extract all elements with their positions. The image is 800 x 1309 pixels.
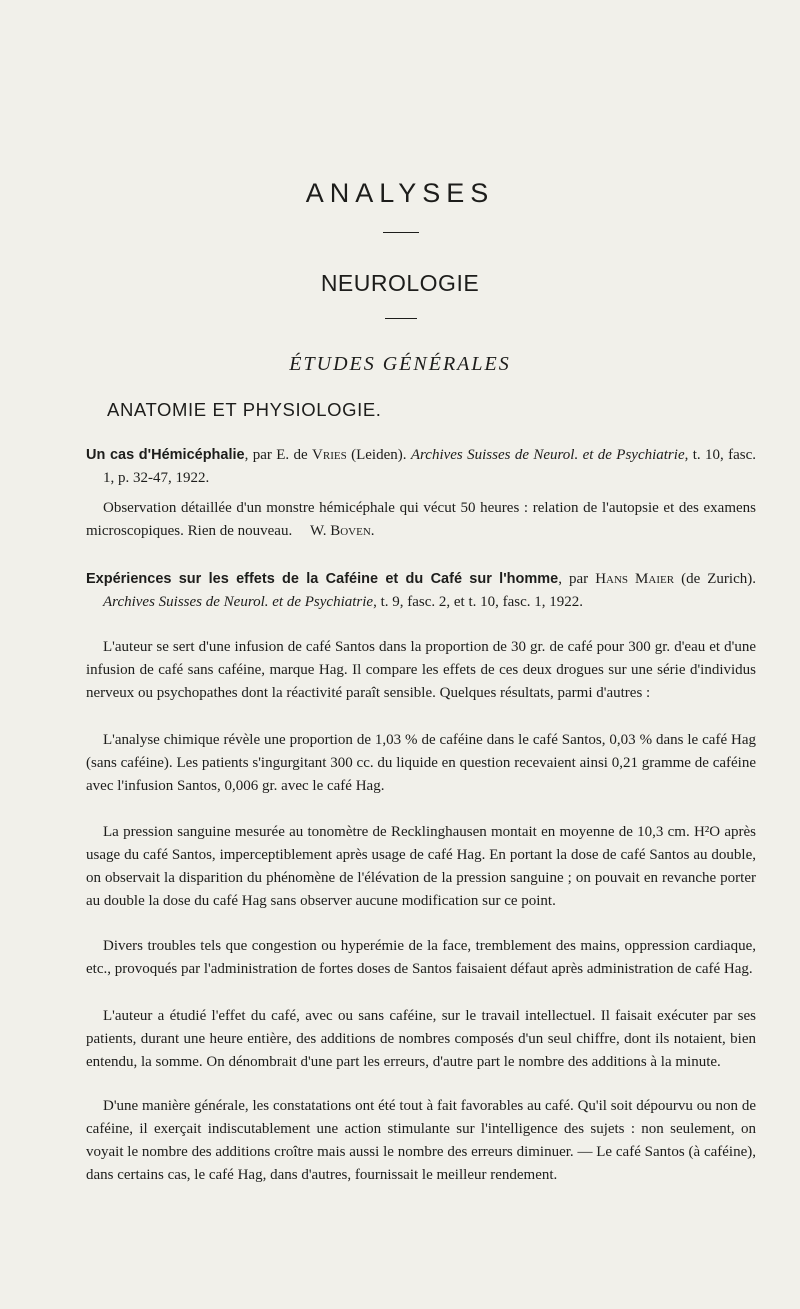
- article2-by: , par: [558, 571, 596, 587]
- article1-title: Un cas d'Hémicéphalie: [86, 447, 245, 463]
- article2-paragraph-5: L'auteur a étudié l'effet du café, avec ou sans caféine, sur le travail intellectuel. Il faisait exécuter par ses patients, durant une heure entière, des additions de nombres composés d'un seul chiffre, dont ils notaient, bien entendu, la somme. On dénombrait d'une part les erreurs, d'autre part le nombre des additions à la minute.: [86, 1008, 756, 1070]
- article1-by: , par E. de: [244, 447, 313, 463]
- article2-ref: , t. 9, fasc. 2, et t. 10, fasc. 1, 1922.: [373, 594, 584, 610]
- article2-paragraph-6: D'une manière générale, les constatations ont été tout à fait favorables au café. Qu'il soit dépourvu ou non de caféine, il exerçait indiscutablement une action stimulante sur l'intelligence des sujets : non seulement, on voyait le nombre des additions croître mais aussi le nombre des erreurs diminuer. — Le café Santos (à caféine), dans certains cas, le café Hag, dans d'autres, fournissait le meilleur rendement.: [86, 1098, 756, 1183]
- article2-title: Expériences sur les effets de la Caféine et du Café sur l'homme: [86, 571, 559, 587]
- article2-paragraph-4: Divers troubles tels que congestion ou hyperémie de la face, tremblement des mains, oppression cardiaque, etc., provoqués par l'administration de fortes doses de Santos faisaient défaut après administration de café Hag.: [86, 938, 756, 977]
- article2-author: Hans Maier: [595, 571, 675, 587]
- article2-paragraph-3: La pression sanguine mesurée au tonomètre de Recklinghausen montait en moyenne de 10,3 cm. H²O après usage du café Santos, imperceptiblement après usage de café Hag. En portant la dose de café Santos au double, on observait la disparition du phénomène de l'élévation de la pression sanguine ; on pouvait en revanche porter au double la dose du café Hag sans observer aucune modification sur ce point.: [86, 824, 756, 909]
- article1-header: [86, 444, 756, 490]
- article1-signature: W. Boven.: [309, 523, 375, 539]
- page-heading: ANALYSES: [305, 178, 495, 208]
- article1-body: [86, 497, 756, 543]
- article1-journal: Archives Suisses de Neurol. et de Psychiatrie: [410, 447, 685, 463]
- subsection-title: ÉTUDES GÉNÉRALES: [289, 353, 511, 375]
- article2-affil: (de Zurich).: [674, 571, 756, 587]
- heading-rule: [383, 232, 419, 233]
- section-title: NEUROLOGIE: [320, 270, 480, 296]
- subsubsection-title: ANATOMIE ET PHYSIOLOGIE.: [107, 399, 382, 420]
- article2-paragraph-1: L'auteur se sert d'une infusion de café Santos dans la proportion de 30 gr. de café pour 300 gr. d'eau et d'une infusion de café sans caféine, marque Hag. Il compare les effets de ces deux drogues sur une série d'individus nerveux ou psychopathes dont la réactivité paraît sensible. Quelques résultats, parmi d'autres :: [86, 639, 756, 701]
- article1-body-text: Observation détaillée d'un monstre hémicéphale qui vécut 50 heures : relation de l'autopsie et des examens microscopiques. Rien de nouveau.: [86, 500, 756, 539]
- article2-header: [86, 568, 756, 614]
- article2-paragraph-2: L'analyse chimique révèle une proportion de 1,03 % de caféine dans le café Santos, 0,03 % dans le café Hag (sans caféine). Les patients s'ingurgitant 300 cc. du liquide en question recevaient ainsi 0,21 gramme de caféine avec l'infusion Santos, 0,006 gr. avec le café Hag.: [86, 732, 756, 794]
- article1-ref: , t. 10, fasc. 1, p. 32-47, 1922.: [103, 447, 757, 486]
- section-rule: [385, 318, 417, 319]
- article1-author: Vries: [312, 447, 347, 463]
- article1-affil: (Leiden).: [346, 447, 411, 463]
- article2-journal: Archives Suisses de Neurol. et de Psychiatrie: [103, 594, 374, 610]
